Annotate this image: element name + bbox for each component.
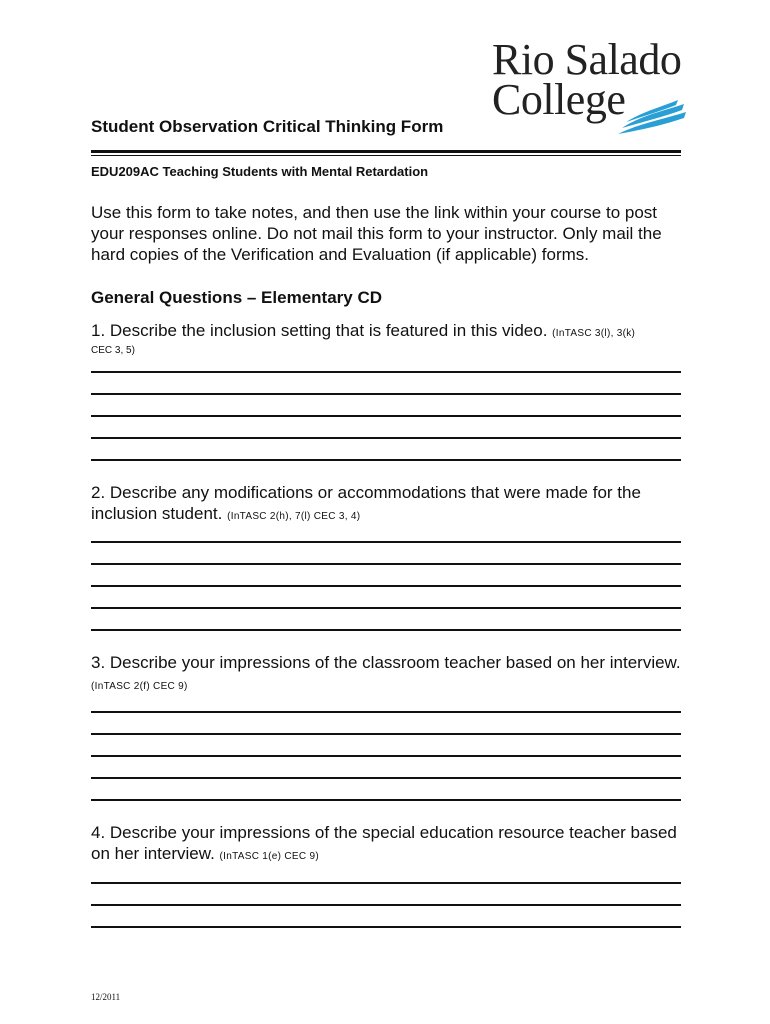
logo-text-line2: College — [492, 75, 626, 124]
title-divider-top — [91, 150, 681, 153]
question-3 — [91, 652, 691, 697]
question-4 — [91, 822, 691, 867]
standards-reference: (InTASC 2(h), 7(l) CEC 3, 4) — [227, 511, 361, 522]
answer-line[interactable] — [91, 629, 681, 631]
standards-reference: (InTASC 3(l), 3(k) — [552, 328, 636, 339]
answer-line[interactable] — [91, 563, 681, 565]
answer-line[interactable] — [91, 733, 681, 735]
answer-line[interactable] — [91, 882, 681, 884]
question-2 — [91, 482, 691, 527]
answer-line[interactable] — [91, 904, 681, 906]
question-text: 1. Describe the inclusion setting that is featured in this video. — [91, 321, 548, 340]
section-heading: General Questions – Elementary CD — [91, 288, 382, 307]
answer-line[interactable] — [91, 755, 681, 757]
answer-line[interactable] — [91, 926, 681, 928]
question-1 — [91, 320, 691, 358]
question-text: 3. Describe your impressions of the classroom teacher based on her interview. — [91, 653, 681, 672]
answer-line[interactable] — [91, 799, 681, 801]
answer-line[interactable] — [91, 777, 681, 779]
answer-line[interactable] — [91, 437, 681, 439]
question-text: 2. Describe any modifications or accommodations that were made for the inclusion student. — [91, 483, 641, 523]
college-logo — [488, 34, 688, 134]
answer-line[interactable] — [91, 393, 681, 395]
answer-line[interactable] — [91, 541, 681, 543]
revision-date: 12/2011 — [91, 992, 121, 1002]
answer-line[interactable] — [91, 607, 681, 609]
standards-reference-continued: CEC 3, 5) — [91, 345, 135, 356]
course-name: EDU209AC Teaching Students with Mental Retardation — [91, 164, 429, 179]
answer-line[interactable] — [91, 415, 681, 417]
answer-line[interactable] — [91, 585, 681, 587]
logo-text-line1: Rio Salado — [492, 35, 682, 84]
standards-reference: (InTASC 2(f) CEC 9) — [91, 681, 188, 692]
instructions-paragraph: Use this form to take notes, and then use the link within your course to post your responses online. Do not mail this form to your instructor. Only mail the hard copies of the Verification and Evaluation (if applicable) forms. — [91, 203, 662, 264]
answer-line[interactable] — [91, 371, 681, 373]
answer-line[interactable] — [91, 459, 681, 461]
answer-line[interactable] — [91, 711, 681, 713]
standards-reference: (InTASC 1(e) CEC 9) — [219, 851, 319, 862]
form-title: Student Observation Critical Thinking Form — [91, 117, 444, 136]
logo-wave-icon — [616, 98, 688, 138]
question-text: 4. Describe your impressions of the special education resource teacher based on her interview. — [91, 823, 677, 863]
title-divider-bottom — [91, 155, 681, 156]
